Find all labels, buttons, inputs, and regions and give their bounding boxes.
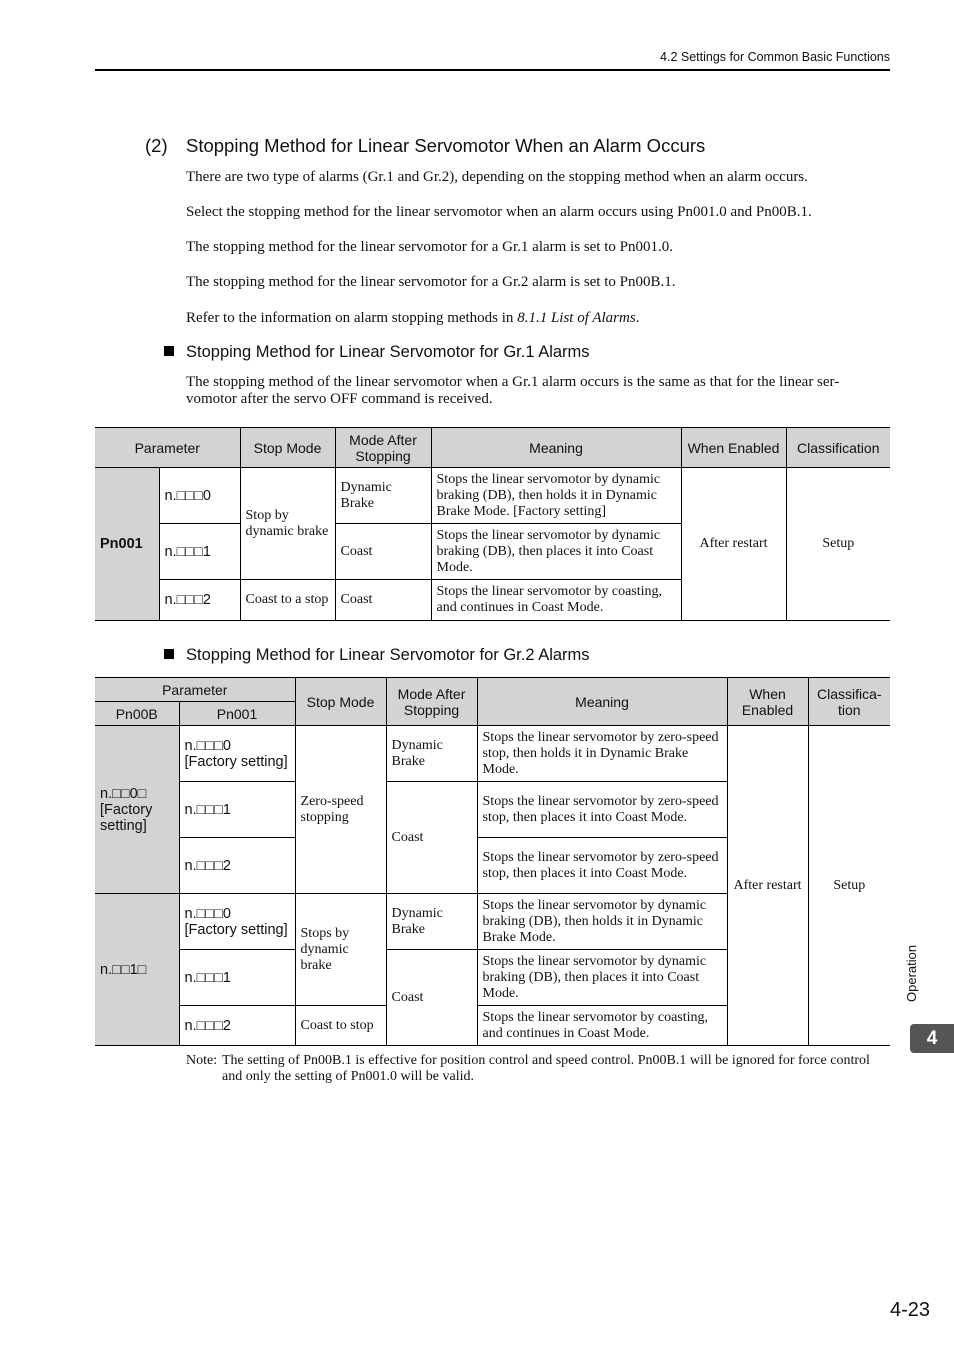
col-header-parameter: Parameter <box>95 678 295 702</box>
reference-paragraph <box>186 310 890 327</box>
col-header-stop-mode: Stop Mode <box>240 428 335 468</box>
mode-after-cell: Coast <box>386 782 477 894</box>
param-cell: Pn001 <box>95 468 159 621</box>
side-chapter-label: Operation <box>904 944 919 1002</box>
pn00b-cell: n.□□1□ <box>95 894 179 1046</box>
col-header-stop-mode: Stop Mode <box>295 678 386 726</box>
reference-prefix: Refer to the information on alarm stopping methods in <box>186 310 518 326</box>
stop-mode-cell: Stops by dynamic brake <box>295 894 386 1006</box>
classification-cell: Setup <box>786 468 890 621</box>
when-enabled-cell: After restart <box>727 726 808 1046</box>
reference-suffix: . <box>635 310 640 326</box>
note-label: Note: <box>186 1053 218 1068</box>
pn001-cell: n.□□□2 <box>179 1006 295 1046</box>
gr1-intro: The stopping method of the linear servomotor when a Gr.1 alarm occurs is the same as that for the linear ser-vomotor after the servo OFF command is received. <box>186 374 840 407</box>
meaning-cell: Stops the linear servomotor by zero-speed stop, then places it into Coast Mode. <box>477 782 727 838</box>
chapter-tab[interactable]: 4 <box>910 1024 954 1053</box>
col-header-meaning: Meaning <box>477 678 727 726</box>
setting-cell: n.□□□2 <box>159 580 240 621</box>
note-text: The setting of Pn00B.1 is effective for position control and speed control. Pn00B.1 will be ignored for force control and only the setting of Pn001.0 will be valid. <box>222 1053 870 1084</box>
mode-after-cell: Dynamic Brake <box>386 726 477 782</box>
col-header-mode-after: Mode After Stopping <box>386 678 477 726</box>
paragraph: Select the stopping method for the linear servomotor when an alarm occurs using Pn001.0 and Pn00B.1. <box>186 204 812 220</box>
col-header-pn001: Pn001 <box>179 702 295 726</box>
gr1-heading <box>164 343 590 362</box>
meaning-cell: Stops the linear servomotor by coasting, and continues in Coast Mode. <box>477 1006 727 1046</box>
col-header-when-enabled: When Enabled <box>681 428 786 468</box>
page-number: 4-23 <box>889 1299 930 1321</box>
square-bullet-icon <box>164 346 174 356</box>
note <box>186 1053 890 1085</box>
setting-cell: n.□□□0 <box>159 468 240 524</box>
paragraph: There are two type of alarms (Gr.1 and Gr.2), depending on the stopping method when an alarm occurs. <box>186 169 808 185</box>
running-header: 4.2 Settings for Common Basic Functions <box>660 50 890 64</box>
meaning-cell: Stops the linear servomotor by dynamic braking (DB), then places it into Coast Mode. <box>477 950 727 1006</box>
meaning-cell: Stops the linear servomotor by zero-speed stop, then holds it in Dynamic Brake Mode. <box>477 726 727 782</box>
meaning-cell: Stops the linear servomotor by dynamic braking (DB), then holds it in Dynamic Brake Mode. [Factory setting] <box>431 468 681 524</box>
pn00b-cell: n.□□0□ [Factory setting] <box>95 726 179 894</box>
pn001-cell: n.□□□1 <box>179 950 295 1006</box>
stop-mode-cell: Zero-speed stopping <box>295 726 386 894</box>
col-header-pn00b: Pn00B <box>95 702 179 726</box>
col-header-mode-after: Mode After Stopping <box>335 428 431 468</box>
paragraph: The stopping method for the linear servomotor for a Gr.2 alarm is set to Pn00B.1. <box>186 274 676 290</box>
gr2-heading-text: Stopping Method for Linear Servomotor for Gr.2 Alarms <box>186 646 590 664</box>
mode-after-cell: Coast <box>386 950 477 1046</box>
setting-cell: n.□□□1 <box>159 524 240 580</box>
when-enabled-cell: After restart <box>681 468 786 621</box>
gr1-heading-text: Stopping Method for Linear Servomotor for Gr.1 Alarms <box>186 343 590 361</box>
mode-after-cell: Coast <box>335 580 431 621</box>
col-header-classification: Classifica-tion <box>808 678 890 726</box>
gr2-heading <box>164 646 590 665</box>
meaning-cell: Stops the linear servomotor by dynamic braking (DB), then places it into Coast Mode. <box>431 524 681 580</box>
gr2-table <box>95 677 890 1046</box>
stop-mode-cell: Coast to a stop <box>240 580 335 621</box>
mode-after-cell: Dynamic Brake <box>386 894 477 950</box>
gr1-table <box>95 427 890 621</box>
section-title: Stopping Method for Linear Servomotor When an Alarm Occurs <box>186 135 706 156</box>
stop-mode-cell: Stop by dynamic brake <box>240 468 335 580</box>
section-number: (2) <box>145 135 168 156</box>
section-heading <box>145 135 705 157</box>
pn001-cell: n.□□□2 <box>179 838 295 894</box>
col-header-meaning: Meaning <box>431 428 681 468</box>
pn001-cell: n.□□□0 [Factory setting] <box>179 726 295 782</box>
paragraph: The stopping method for the linear servomotor for a Gr.1 alarm is set to Pn001.0. <box>186 239 673 255</box>
header-rule <box>95 69 890 71</box>
pn001-cell: n.□□□1 <box>179 782 295 838</box>
col-header-parameter: Parameter <box>95 428 240 468</box>
pn001-cell: n.□□□0 [Factory setting] <box>179 894 295 950</box>
col-header-classification: Classification <box>786 428 890 468</box>
reference-link[interactable]: 8.1.1 List of Alarms <box>517 310 636 326</box>
meaning-cell: Stops the linear servomotor by dynamic braking (DB), then holds it in Dynamic Brake Mode. <box>477 894 727 950</box>
mode-after-cell: Coast <box>335 524 431 580</box>
stop-mode-cell: Coast to stop <box>295 1006 386 1046</box>
classification-cell: Setup <box>808 726 890 1046</box>
mode-after-cell: Dynamic Brake <box>335 468 431 524</box>
col-header-when-enabled: When Enabled <box>727 678 808 726</box>
square-bullet-icon <box>164 649 174 659</box>
meaning-cell: Stops the linear servomotor by zero-speed stop, then places it into Coast Mode. <box>477 838 727 894</box>
meaning-cell: Stops the linear servomotor by coasting, and continues in Coast Mode. <box>431 580 681 621</box>
